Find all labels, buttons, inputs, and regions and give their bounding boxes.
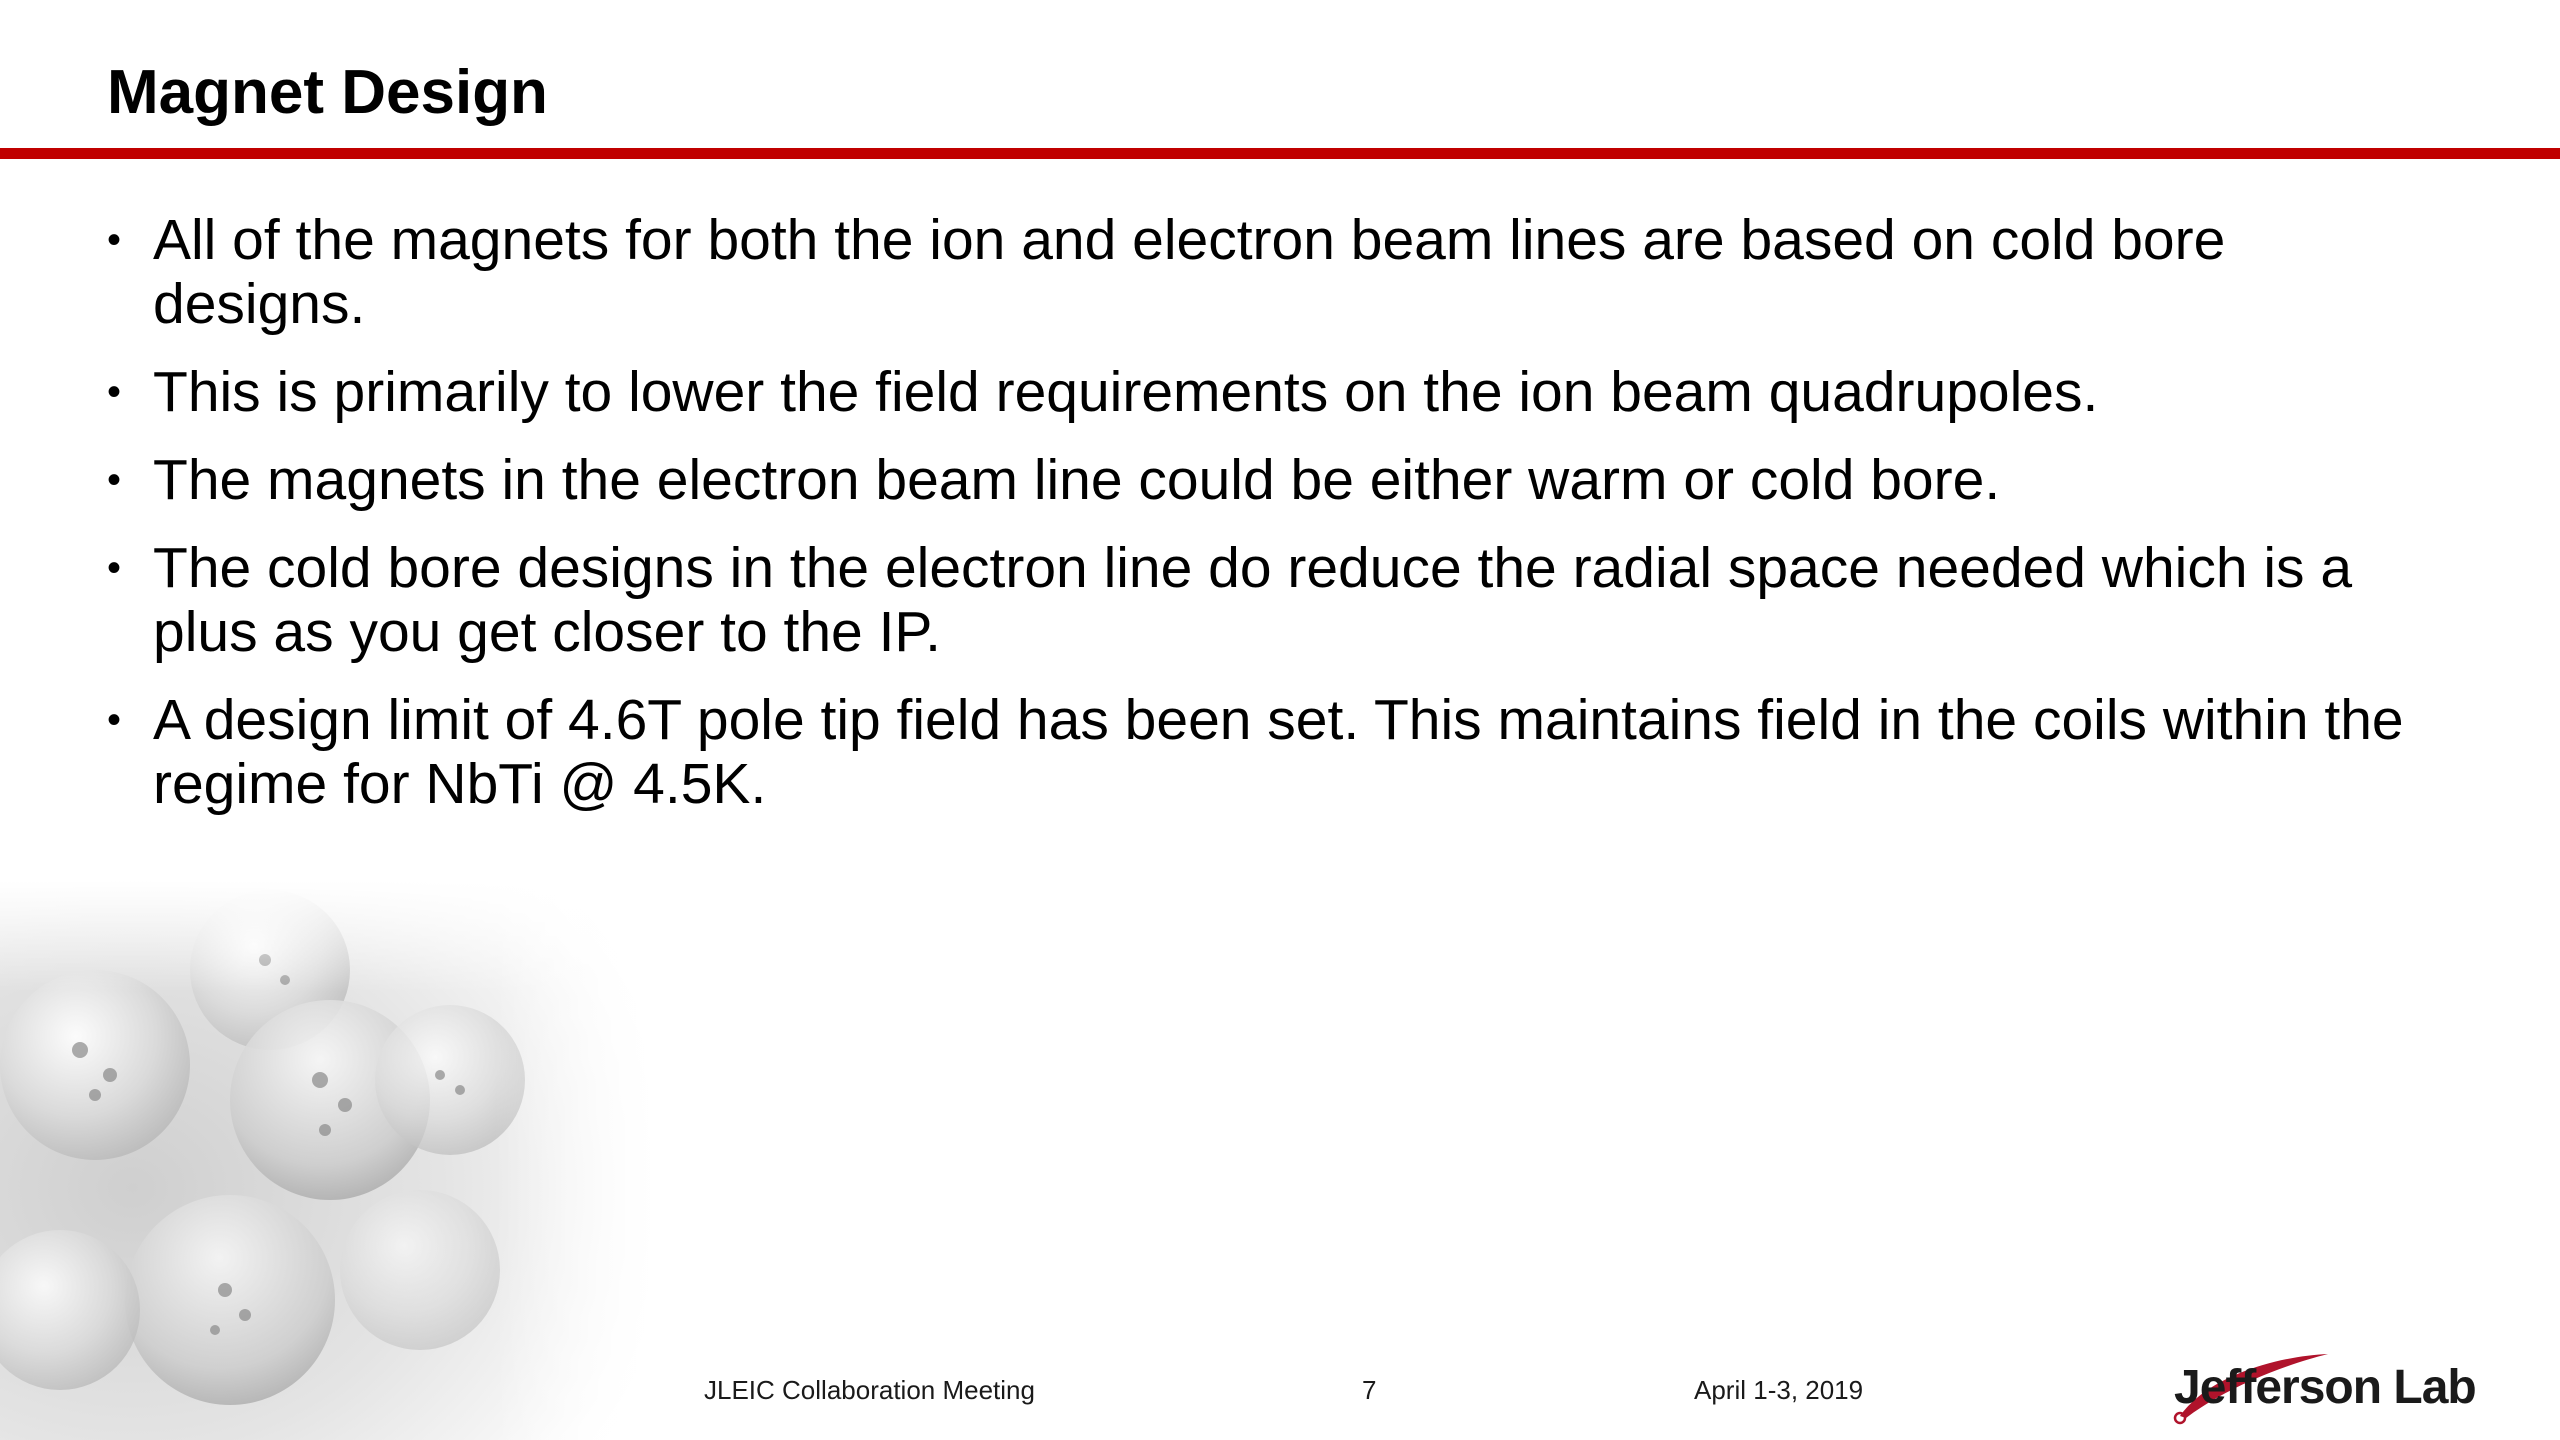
bullet-marker: • <box>107 218 122 262</box>
decorative-nucleon-artwork <box>0 880 660 1440</box>
bullet-text: This is primarily to lower the field requirements on the ion beam quadrupoles. <box>153 360 2099 424</box>
bullet-marker: • <box>107 370 122 414</box>
slide-title: Magnet Design <box>107 58 548 127</box>
bullet-text: All of the magnets for both the ion and electron beam lines are based on cold bore designs. <box>153 208 2226 336</box>
bullet-item <box>105 536 2445 664</box>
bullet-item <box>105 448 2445 512</box>
bullet-text: The cold bore designs in the electron line do reduce the radial space needed which is a plus as you get closer to the IP. <box>153 536 2353 664</box>
bullet-item <box>105 688 2445 816</box>
bullet-marker: • <box>107 698 122 742</box>
bullet-item <box>105 208 2445 336</box>
footer-page-number: 7 <box>1362 1375 1377 1405</box>
jefferson-lab-logo <box>2168 1346 2476 1426</box>
bullet-text: The magnets in the electron beam line could be either warm or cold bore. <box>153 448 2001 512</box>
bullet-marker: • <box>107 458 122 502</box>
footer-date: April 1-3, 2019 <box>1694 1375 1864 1405</box>
bullet-item <box>105 360 2445 424</box>
bullet-text: A design limit of 4.6T pole tip field has been set. This maintains field in the coils within the regime for NbTi @ 4.5K. <box>153 688 2404 816</box>
footer-meeting-name: JLEIC Collaboration Meeting <box>704 1375 1035 1405</box>
bullet-list <box>105 208 2445 840</box>
title-divider <box>0 148 2560 159</box>
bullet-marker: • <box>107 546 122 590</box>
logo-text: Jefferson Lab <box>2174 1361 2476 1414</box>
